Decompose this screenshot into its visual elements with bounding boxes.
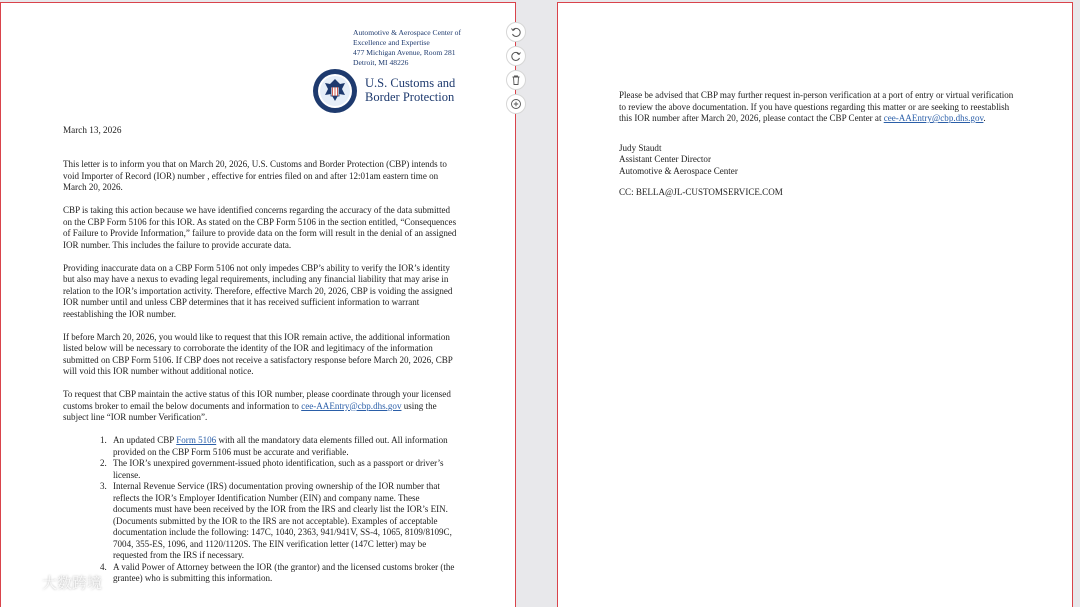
- list-item-text: with all the mandatory data elements filled out. All information provided on the CBP Form 5106 must be accurate and verifiable.: [113, 435, 448, 457]
- list-item: 2. The IOR’s unexpired government-issued photo identification, such as a passport or driver’s license.: [109, 458, 458, 481]
- list-item: 4. A valid Power of Attorney between the IOR (the grantor) and the licensed customs broker (the grantee) who is submitting this information.: [109, 562, 458, 585]
- sender-line: Excellence and Expertise: [353, 38, 430, 47]
- sender-line: Detroit, MI 48226: [353, 58, 409, 67]
- sender-line: Automotive & Aerospace Center of: [353, 28, 461, 37]
- signer-org: Automotive & Aerospace Center: [619, 165, 738, 176]
- rotate-left-icon: [510, 26, 522, 38]
- rotate-right-icon: [510, 50, 522, 62]
- add-page-icon: [510, 98, 522, 110]
- paragraph: CBP is taking this action because we have identified concerns regarding the accuracy of the data submitted on the CBP Form 5106 for this IOR. As stated on the CBP Form 5106 in the section entitled, “Consequences of Failure to Provide Information,” failure to provide data on the form will result in the denial of an assigned IOR number. This includes the failure to provide accurate data.: [63, 205, 457, 250]
- paragraph: Providing inaccurate data on a CBP Form 5106 not only impedes CBP’s ability to verify the IOR’s identity but also may have a nexus to evading legal requirements, including any financial liability that may arise in relation to the IOR’s importation activity. Therefore, effective March 20, 2026, CBP is voiding the assigned IOR number until and unless CBP determines that it has received sufficient information to warrant reestablishing the IOR number.: [63, 262, 453, 319]
- page-2[interactable]: [557, 2, 1073, 607]
- signature-block: [619, 143, 1014, 178]
- form-5106-link[interactable]: Form 5106: [176, 435, 217, 445]
- email-link[interactable]: cee-AAEntry@cbp.dhs.gov: [301, 400, 402, 411]
- watermark-text: 大数跨境: [42, 574, 103, 592]
- page-1[interactable]: [0, 2, 516, 607]
- sender-address: [353, 28, 461, 68]
- paragraph: If before March 20, 2026, you would like to request that this IOR remain active, the additional information listed below will be necessary to corroborate the identity of the IOR and legitimacy of the information submitted on CBP Form 5106. If CBP does not receive a satisfactory response before March 20, 2026, CBP will void this IOR number without additional notice.: [63, 331, 453, 376]
- paragraph-text: using the subject line “IOR number Verification”.: [63, 400, 437, 422]
- letter-body-page-2: [619, 90, 1014, 199]
- agency-name-line: U.S. Customs and: [365, 76, 456, 90]
- agency-name: [365, 77, 455, 104]
- paragraph-text: Please be advised that CBP may further request in-person verification at a port of entry or virtual verification to review the above documentation. If you have questions regarding this matter or are seeking to reestablish this IOR number after March 20, 2026, please contact the CBP Center at: [619, 90, 1014, 123]
- dhs-seal-icon: [312, 68, 358, 114]
- paragraph-text: To request that CBP maintain the active status of this IOR number, please coordinate through your licensed customs broker to email the below documents and information to: [63, 389, 451, 411]
- add-page-button[interactable]: [506, 94, 526, 114]
- letter-body: [63, 159, 458, 585]
- paragraph-text: .: [983, 113, 986, 123]
- delete-page-button[interactable]: [506, 70, 526, 90]
- page-toolbar: [505, 22, 527, 114]
- signer-name: Judy Staudt: [619, 142, 662, 153]
- list-item-text: An updated CBP: [113, 435, 177, 445]
- rotate-left-button[interactable]: [506, 22, 526, 42]
- watermark: [8, 572, 102, 593]
- rotate-right-button[interactable]: [506, 46, 526, 66]
- agency-name-line: Border Protection: [365, 89, 455, 104]
- signer-title: Assistant Center Director: [619, 154, 711, 164]
- trash-icon: [510, 74, 522, 86]
- letter-date: March 13, 2026: [63, 125, 122, 135]
- paragraph: [619, 90, 1014, 125]
- requirements-list: [63, 435, 458, 585]
- list-item: [109, 435, 458, 458]
- email-link[interactable]: cee-AAEntry@cbp.dhs.gov: [883, 113, 984, 123]
- watermark-logo-icon: [8, 573, 38, 593]
- paragraph: [63, 389, 458, 424]
- sender-line: 477 Michigan Avenue, Room 281: [353, 48, 456, 57]
- list-item: 3. Internal Revenue Service (IRS) documentation proving ownership of the IOR number that reflects the IOR’s Employer Identification Number (EIN) and company name. These documents must have been received by the IOR from the IRS and clearly list the IOR’s EIN. (Documents submitted by the IOR to the IRS are not acceptable). Examples of acceptable documentation include the following: 147C, 1040, 2363, 941/941V, SS-4, 1065, 8109/8109C, 7004, 355-ES, 1096, and 1120/1120S. The EIN verification letter (147C letter) may be requested from the IRS if necessary.: [109, 481, 458, 562]
- cc-line: CC: BELLA@JL-CUSTOMSERVICE.COM: [619, 187, 783, 197]
- paragraph: This letter is to inform you that on March 20, 2026, U.S. Customs and Border Protection (CBP) intends to void Importer of Record (IOR) number , effective for entries filed on and after 12:01am eastern time on March 20, 2026.: [63, 159, 447, 192]
